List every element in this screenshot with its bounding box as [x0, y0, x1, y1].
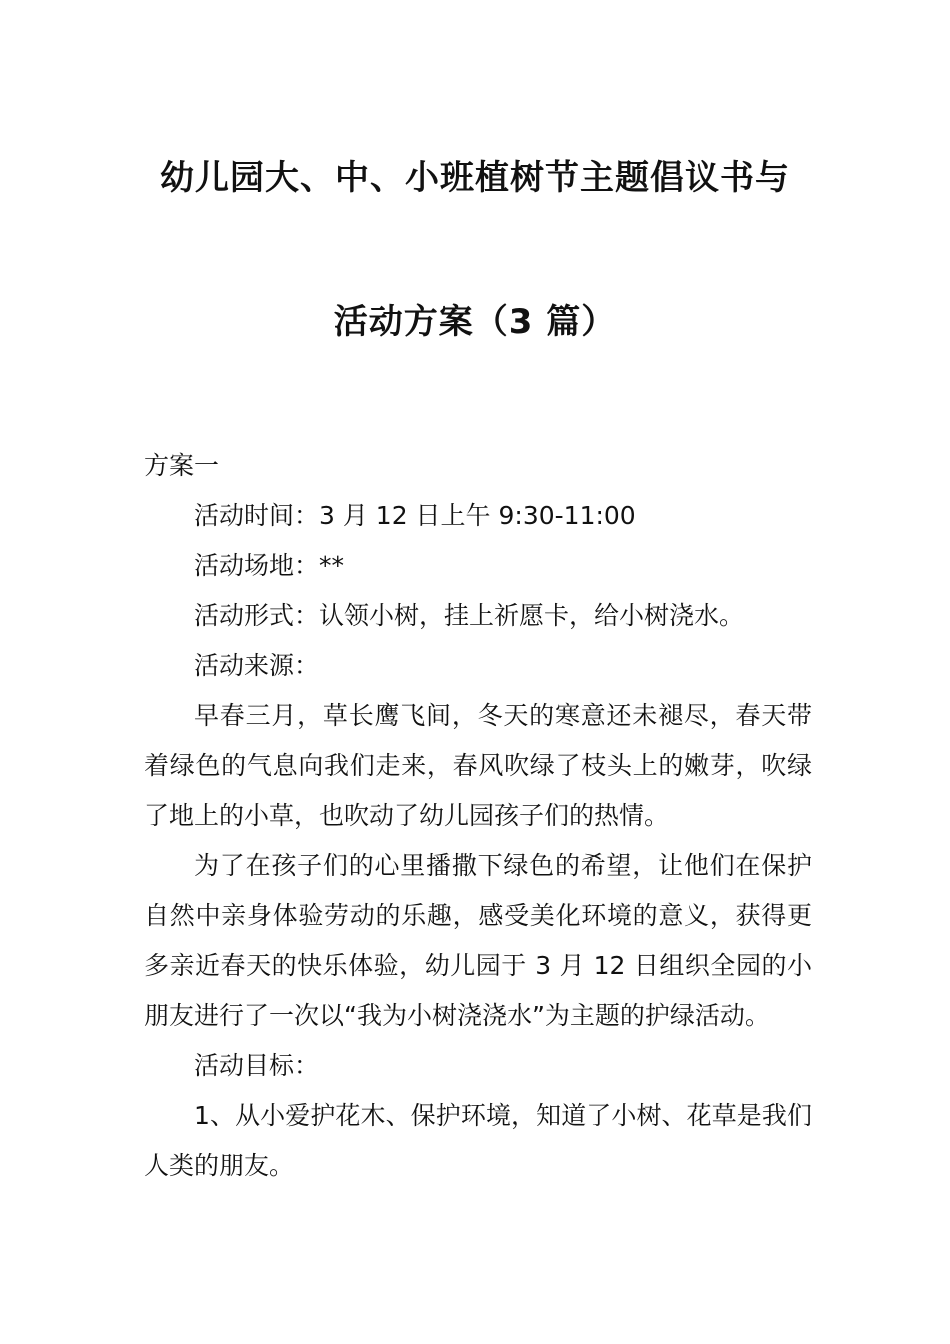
activity-source-paragraph-2: 为了在孩子们的心里播撒下绿色的希望，让他们在保护自然中亲身体验劳动的乐趣，感受美化环境的意义，获得更多亲近春天的快乐体验，幼儿园于 3 月 12 日组织全园的小朋友进行了一次以“我为小树浇浇水”为主题的护绿活动。: [144, 851, 812, 1030]
activity-goal-item-1: 1、从小爱护花木、保护环境，知道了小树、花草是我们人类的朋友。: [144, 1101, 812, 1180]
document-body: [144, 441, 812, 1191]
activity-source-paragraph-1: 早春三月，草长鹰飞间，冬天的寒意还未褪尽，春天带着绿色的气息向我们走来，春风吹绿了枝头上的嫩芽，吹绿了地上的小草，也吹动了幼儿园孩子们的热情。: [144, 701, 812, 830]
document-title-line-1: 幼儿园大、中、小班植树节主题倡议书与: [160, 158, 790, 198]
activity-goal-label: 活动目标：: [194, 1051, 320, 1080]
activity-time: 活动时间：3 月 12 日上午 9:30-11:00: [194, 501, 636, 530]
section-heading: 方案一: [144, 451, 220, 480]
activity-form: 活动形式：认领小树，挂上祈愿卡，给小树浇水。: [194, 601, 745, 630]
activity-venue: 活动场地：**: [194, 551, 345, 580]
document-title-line-2: 活动方案（3 篇）: [333, 302, 617, 342]
activity-source-label: 活动来源：: [194, 651, 320, 680]
